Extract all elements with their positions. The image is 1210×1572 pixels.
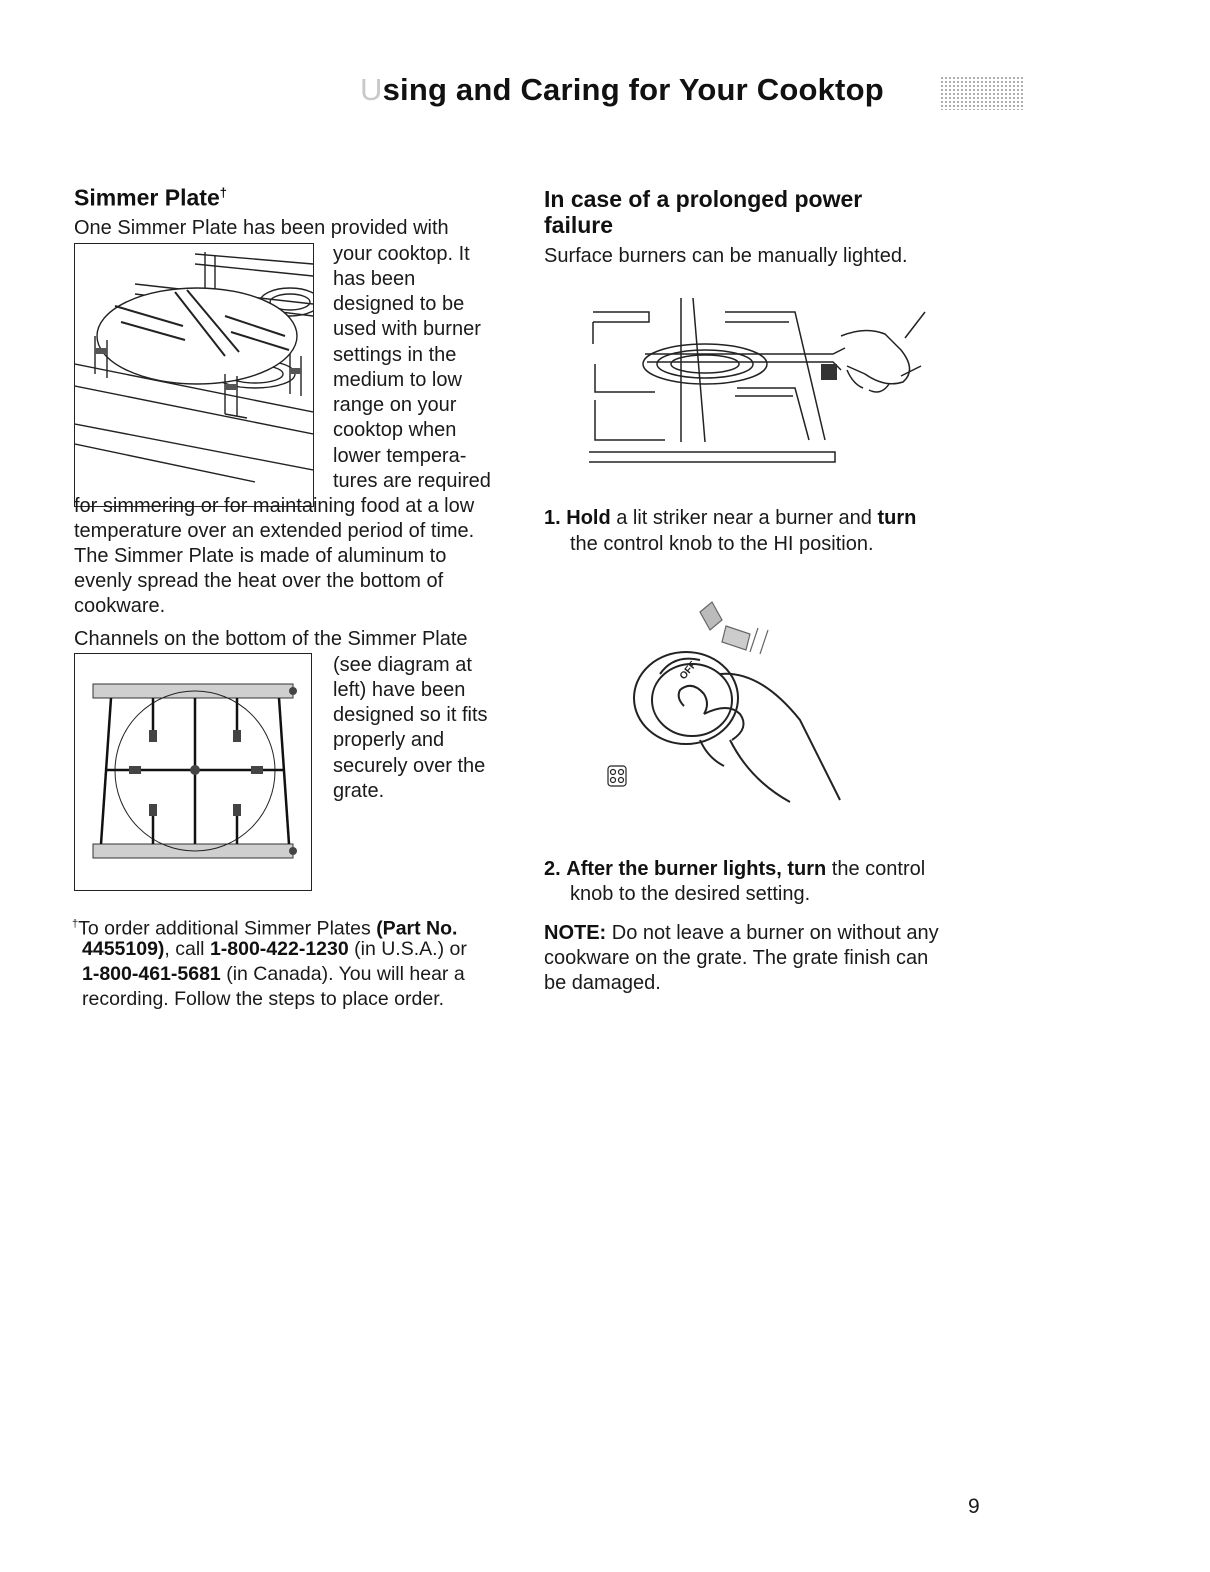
text-line: evenly spread the heat over the bottom of xyxy=(74,570,444,592)
text-line: tures are required xyxy=(333,470,491,492)
power-failure-heading: In case of a prolonged power failure xyxy=(544,186,863,238)
text-line: lower tempera- xyxy=(333,445,467,467)
text-line: cookware. xyxy=(74,595,166,617)
text-line: securely over the xyxy=(333,755,486,777)
step-2-line-2: knob to the desired setting. xyxy=(570,883,811,905)
note-line-1: NOTE: Do not leave a burner on without any xyxy=(544,922,939,944)
text-line: grate. xyxy=(333,780,385,802)
footnote-line-4: recording. Follow the steps to place order. xyxy=(82,988,445,1010)
text-line: properly and xyxy=(333,729,445,751)
text-line: medium to low xyxy=(333,369,462,391)
step-2-line-1: 2. After the burner lights, turn the control xyxy=(544,858,926,880)
text-line: designed to be xyxy=(333,293,465,315)
footnote-line-2: 4455109), call 1-800-422-1230 (in U.S.A.) or xyxy=(82,938,467,960)
text-line: your cooktop. It xyxy=(333,243,470,265)
footnote-line-3: 1-800-461-5681 (in Canada). You will hear a xyxy=(82,963,465,985)
knob-turning-illustration xyxy=(600,590,860,820)
simmer-plate-heading: Simmer Plate† xyxy=(74,184,227,211)
text-line: left) have been xyxy=(333,679,466,701)
header-initial-faded: U xyxy=(360,72,383,107)
text-line: has been xyxy=(333,268,416,290)
channels-first-line: Channels on the bottom of the Simmer Plate xyxy=(74,628,468,650)
knob-off-label: OFF xyxy=(677,659,700,682)
text-line: (see diagram at xyxy=(333,654,472,676)
text-line: used with burner xyxy=(333,318,481,340)
step-1-line-2: the control knob to the HI position. xyxy=(570,533,874,555)
header-title: sing and Caring for Your Cooktop xyxy=(382,72,884,107)
power-failure-intro: Surface burners can be manually lighted. xyxy=(544,245,908,267)
header-decorative-pattern xyxy=(940,76,1024,110)
text-line: for simmering or for maintaining food at a low xyxy=(74,495,475,517)
page-number: 9 xyxy=(968,1495,980,1518)
step-1-line-1: 1. Hold a lit striker near a burner and turn xyxy=(544,507,917,529)
simmer-plate-on-grate-illustration xyxy=(74,243,314,507)
note-line-2: cookware on the grate. The grate finish can xyxy=(544,947,929,969)
simmer-intro-first-line: One Simmer Plate has been provided with xyxy=(74,217,449,239)
note-line-3: be damaged. xyxy=(544,972,661,994)
text-line: designed so it fits xyxy=(333,704,488,726)
footnote-line-1: †To order additional Simmer Plates (Part No. xyxy=(72,917,458,940)
grate-diagram-illustration xyxy=(74,653,312,891)
striker-illustration xyxy=(585,292,935,474)
text-line: settings in the xyxy=(333,344,457,366)
text-line: The Simmer Plate is made of aluminum to xyxy=(74,545,447,567)
text-line: range on your xyxy=(333,394,457,416)
text-line: cooktop when xyxy=(333,419,457,441)
text-line: temperature over an extended period of time. xyxy=(74,520,475,542)
